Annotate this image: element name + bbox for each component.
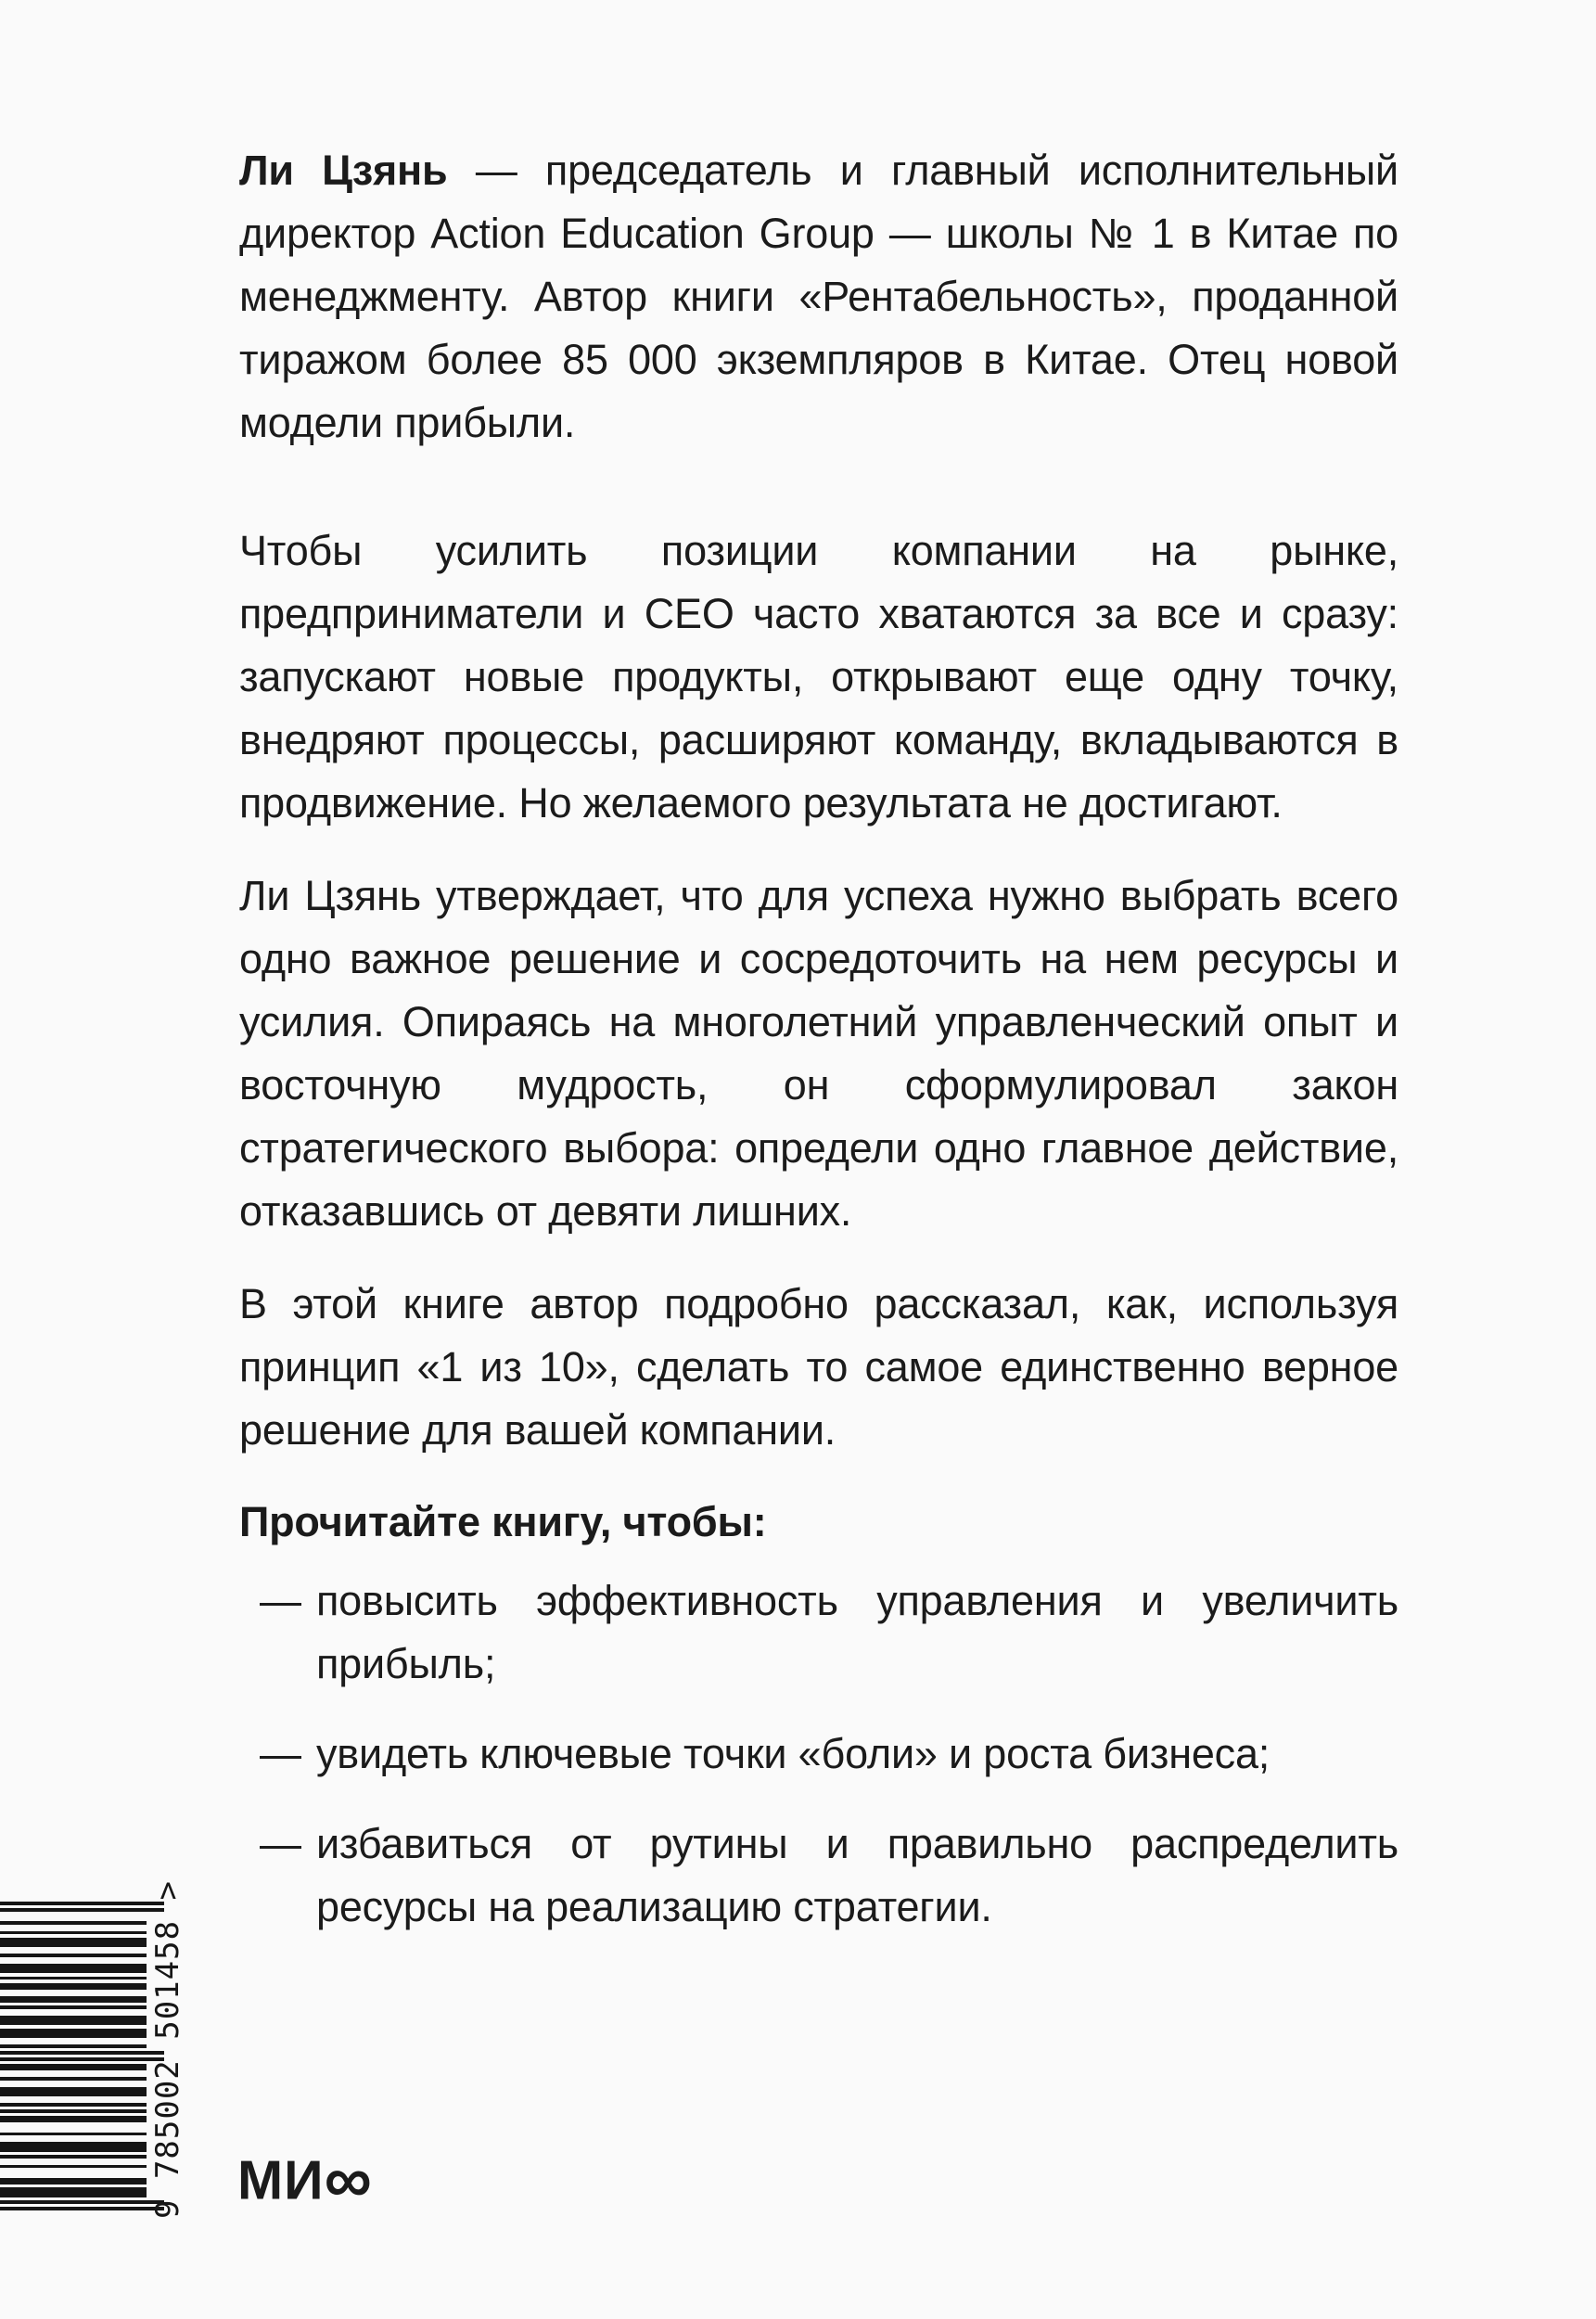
bullet-text: избавиться от рутины и правильно распределить ресурсы на реализацию стратегии. (316, 1820, 1398, 1930)
bullet-text: повысить эффективность управления и увеличить прибыль; (316, 1577, 1398, 1687)
author-name: Ли Цзянь (239, 147, 448, 194)
bullet-dash: — (260, 1730, 301, 1777)
annotation-text-block (239, 139, 1398, 1966)
infinity-icon: ∞ (324, 2143, 372, 2217)
barcode-bar (0, 2207, 164, 2210)
paragraph-problem: Чтобы усилить позиции компании на рынке, предприниматели и CEO часто хватаются за все и сразу: запускают новые продукты, открывают еще одну точку, внедряют процессы, расширяют команду, вкладываются в продвижение. Но желаемого результата не достигают. (239, 527, 1398, 826)
bullet-text: увидеть ключевые точки «боли» и роста бизнеса; (316, 1730, 1270, 1777)
barcode-bars (0, 1902, 164, 2210)
read-book-heading: Прочитайте книгу, чтобы: (239, 1498, 767, 1545)
paragraph-principle: В этой книге автор подробно рассказал, как, используя принцип «1 из 10», сделать то самое единственно верное решение для вашей компании. (239, 1280, 1398, 1454)
author-description: — председатель и главный исполнительный директор Action Education Group — школы № 1 в Китае по менеджменту. Автор книги «Рентабельность», проданной тиражом более 85 000 экземпляров в Китае. Отец новой модели прибыли. (239, 147, 1398, 446)
list-item (239, 1813, 1398, 1939)
mif-publisher-logo (237, 2143, 372, 2217)
list-item (239, 1569, 1398, 1696)
list-item (239, 1723, 1398, 1786)
bullet-dash: — (260, 1820, 301, 1867)
bullet-dash: — (260, 1577, 301, 1624)
author-paragraph (239, 139, 1398, 455)
barcode-digits: 9 785002 501458 > (149, 1880, 186, 2219)
paragraph-thesis: Ли Цзянь утверждает, что для успеха нужно выбрать всего одно важное решение и сосредоточить на нем ресурсы и усилия. Опираясь на многолетний управленческий опыт и восточную мудрость, он сформулировал закон стратегического выбора: определи одно главное действие, отказавшись от девяти лишних. (239, 872, 1398, 1235)
mif-logo-letters: МИ (237, 2149, 325, 2211)
benefits-list (239, 1569, 1398, 1939)
